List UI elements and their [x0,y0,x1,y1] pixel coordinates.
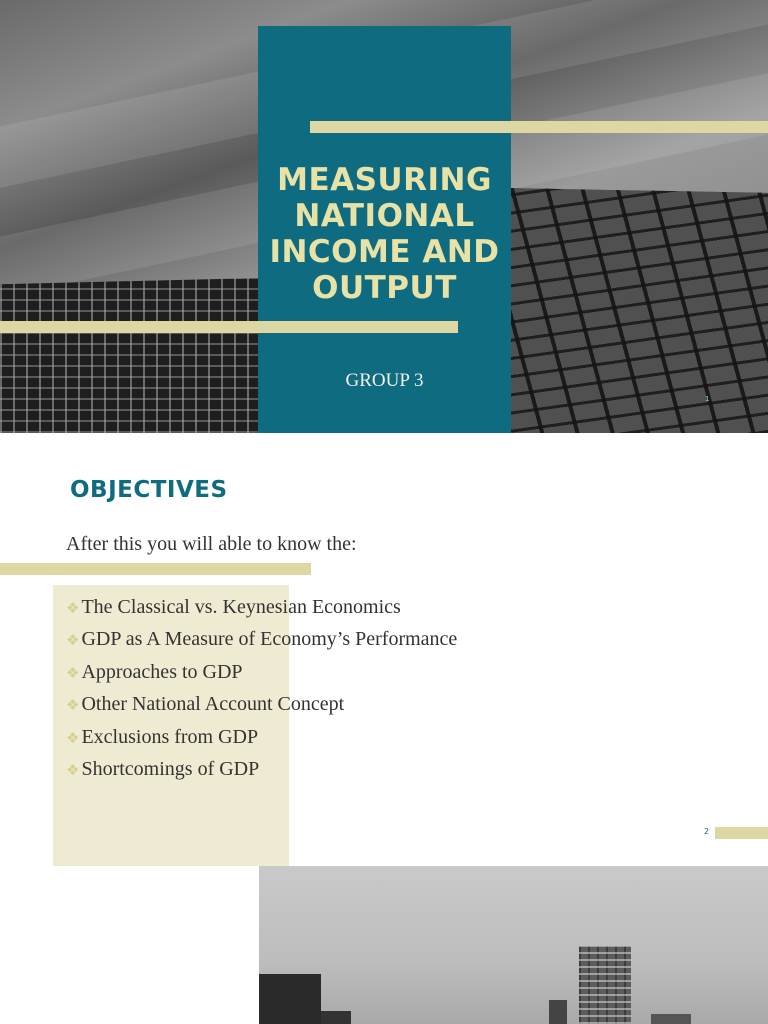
skyline-building [321,1011,351,1024]
accent-bar-middle [0,321,458,333]
list-item [66,627,457,659]
diamond-bullet-icon: ❖ [66,599,80,617]
list-item [66,660,457,692]
title-line: INCOME AND [269,234,500,270]
diamond-bullet-icon: ❖ [66,696,80,715]
diamond-bullet-icon: ❖ [66,728,80,747]
building-left-image [0,278,262,433]
accent-bar-page [715,827,768,839]
title-line: NATIONAL [294,198,475,234]
list-item [66,692,457,724]
list-item [66,595,457,627]
list-item-text: Shortcomings of GDP [81,757,260,780]
accent-bar-top [310,121,768,133]
objectives-slide [0,433,768,866]
building-right-image [505,188,768,433]
page-number: 1 [705,395,710,403]
list-item [66,725,457,757]
title-line: OUTPUT [312,270,457,306]
slide-title [258,162,511,306]
skyline-building [549,1000,567,1024]
diamond-bullet-icon: ❖ [66,760,80,779]
skyline-building [259,974,321,1024]
skyline-building [651,1014,691,1024]
accent-bar-objectives [0,563,311,575]
list-item-text: Other National Account Concept [81,693,345,716]
title-slide [0,0,768,433]
list-item-text: The Classical vs. Keynesian Economics [81,596,401,618]
title-line: MEASURING [277,162,492,198]
page-number: 2 [704,827,710,836]
list-item-text: GDP as A Measure of Economy’s Performance [81,628,458,651]
list-item-text: Approaches to GDP [81,660,243,683]
next-slide-partial [0,866,768,1024]
objectives-intro: After this you will able to know the: [66,533,357,555]
objectives-list [66,595,457,789]
city-skyline-image [259,866,768,1024]
slide-subtitle: GROUP 3 [345,370,424,391]
diamond-bullet-icon: ❖ [66,663,80,682]
list-item [66,757,457,789]
skyline-building [579,946,631,1024]
objectives-heading: OBJECTIVES [70,477,228,503]
list-item-text: Exclusions from GDP [81,725,259,748]
diamond-bullet-icon: ❖ [66,631,80,650]
